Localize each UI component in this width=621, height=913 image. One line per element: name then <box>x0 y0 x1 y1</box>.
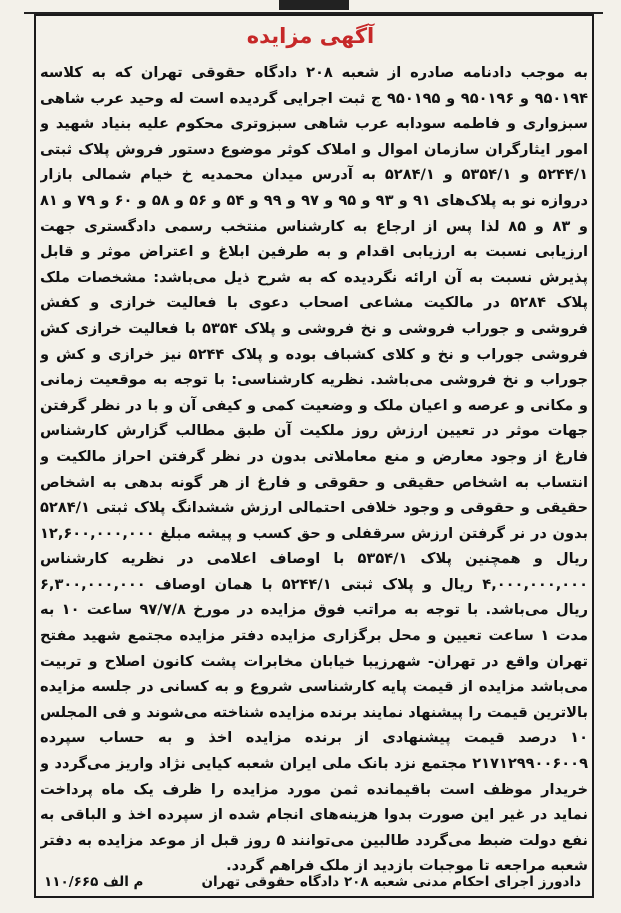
notice-title: آگهی مزایده <box>246 24 375 48</box>
top-header-strip <box>24 0 603 14</box>
notice-footer <box>44 870 581 894</box>
notice-signature: دادورز اجرای احکام مدنی شعبه ۲۰۸ دادگاه حقوقی تهران <box>201 874 581 890</box>
notice-body: به موجب دادنامه صادره از شعبه ۲۰۸ دادگاه حقوقی تهران که به کلاسه ۹۵۰۱۹۴ و ۹۵۰۱۹۶ و ۹۵۰۱۹۵ ج ثبت اجرایی گردیده است له وحید عرب شاهی سبزواری و فاطمه سودابه عرب شاهی سبزوتری محکوم علیه بنیاد شهید و امور ایثارگران سازمان اموال و املاک کوثر موضوع دستور فروش پلاک ثبتی ۵۲۴۴/۱ و ۵۳۵۴/۱ و ۵۲۸۴/۱ به آدرس میدان محمدیه خ خیام شمالی بازار دروازه نو به پلاک‌های ۹۱ و ۹۳ و ۹۵ و ۹۷ و ۹۹ و ۵۴ و ۵۶ و ۵۸ و ۶۰ و ۷۹ و ۸۱ و ۸۳ و ۸۵ لذا پس از ارجاع به کارشناس منتخب رسمی دادگستری جهت ارزیابی نسبت به ارزیابی اقدام و به طرفین ابلاغ و اعتراض موثر و قابل پذیرش نسبت به آن ارائه نگردیده که به شرح ذیل می‌باشد: مشخصات ملک پلاک ۵۲۸۴ در مالکیت مشاعی اصحاب دعوی با فعالیت خرازی و کفش فروشی و جوراب فروشی و نخ فروشی و پلاک ۵۳۵۴ با فعالیت خرازی کش فروشی جوراب و نخ و کلای کشباف بوده و پلاک ۵۲۴۴ نیز خرازی و کش و جوراب و نخ فروشی می‌باشد. نظریه کارشناسی: با توجه به موقعیت زمانی و مکانی و عرصه و اعیان ملک و وضعیت کمی و کیفی آن و با در نظر گرفتن جهات موثر در تعیین ارزش روز ملکیت آن طبق مطالب گزارش کارشناس فارغ از وجود معارض و منع معاملاتی بدون در نظر گرفتن احراز مالکیت و انتساب به اشخاص حقیقی و حقوقی و فارغ از هر گونه بدهی به اشخاص حقیقی و حقوقی و وجود خلافی احتمالی ارزش ششدانگ پلاک ثبتی ۵۲۸۴/۱ بدون در نر گرفتن ارزش سرقفلی و حق کسب و پیشه مبلغ ۱۲,۶۰۰,۰۰۰,۰۰۰ ریال و همچنین پلاک ۵۳۵۴/۱ با اوصاف اعلامی در نظریه کارشناس ۴,۰۰۰,۰۰۰,۰۰۰ ریال و پلاک ثبتی ۵۲۴۴/۱ با همان اوصاف ۶,۳۰۰,۰۰۰,۰۰۰ ریال می‌باشد. با توجه به مراتب فوق مزایده در مورخ ۹۷/۷/۸ ساعت ۱۰ به مدت ۱ ساعت تعیین و محل برگزاری مزایده دفتر مزایده مجتمع شهید مفتح تهران واقع در تهران- شهرزیبا خیابان مخابرات پشت کانون اصلاح و تربیت می‌باشد مزایده از قیمت پایه کارشناسی شروع و به کسانی در جلسه مزایده بالاترین قیمت را پیشنهاد نمایند برنده مزایده شناخته می‌شوند و فی المجلس ۱۰ درصد قیمت پیشنهادی از برنده مزایده اخذ و به حساب سپرده ۲۱۷۱۲۹۹۰۰۶۰۰۹ مجتمع نزد بانک ملی ایران شعبه کیایی نژاد واریز می‌گردد و خریدار موظف است باقیمانده ثمن مورد مزایده را ظرف یک ماه پرداخت نماید در غیر این صورت بدوا هزینه‌های انجام شده از سپرده اخذ و الباقی به نفع دولت ضبط می‌گردد طالبین می‌توانند ۵ روز قبل از موعد مزایده به دفتر شعبه مراجعه تا موجبات بازدید از ملک فراهم گردد. <box>40 64 588 875</box>
notice-reference-code: ۱۱۰/۶۶۵ م الف <box>44 874 144 890</box>
header-tab-decoration <box>279 0 349 10</box>
